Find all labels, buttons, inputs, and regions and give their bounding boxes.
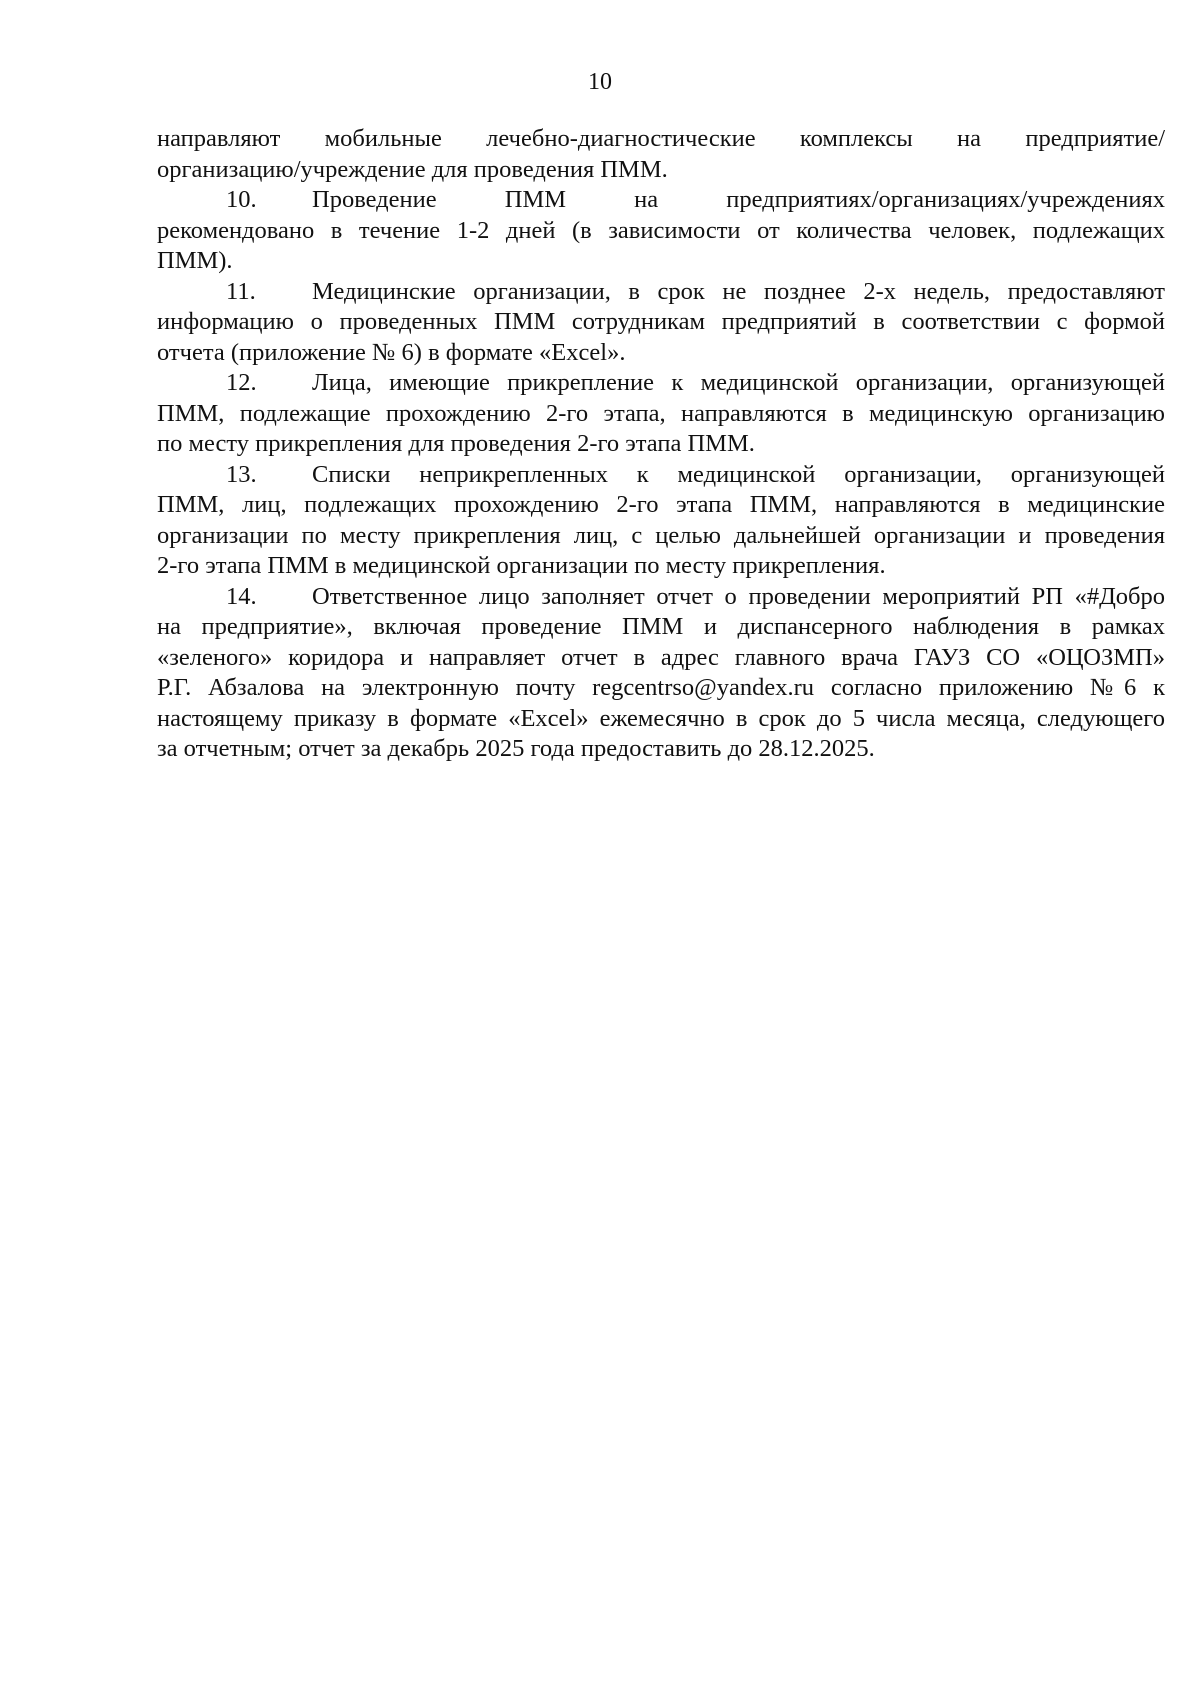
paragraph-12 [157,368,1165,460]
paragraph-number: 12. [226,369,257,396]
text-line: настоящему приказу в формате «Excel» ежемесячно в срок до 5 числа месяца, следующего [157,704,1165,732]
text-line: на предприятие», включая проведение ПММ и диспансерного наблюдения в рамках [157,613,1165,640]
text-line [157,460,1165,491]
paragraph-number: 10. [226,186,257,213]
text-line: организации по месту прикрепления лиц, с целью дальнейшей организации и проведения [157,521,1165,549]
document-body [157,124,1165,765]
text-line [157,277,1165,308]
text-line: по месту прикрепления для проведения 2-го этапа ПММ. [157,430,755,457]
text-line [157,185,1165,216]
text-line: «зеленого» коридора и направляет отчет в адрес главного врача ГАУЗ СО «ОЦОЗМП» [157,643,1165,671]
paragraph-10 [157,185,1165,277]
text-line: отчета (приложение № 6) в формате «Excel». [157,338,626,366]
paragraph-number: 14. [226,582,257,610]
text-line: информацию о проведенных ПММ сотрудникам предприятий в соответствии с формой [157,308,1165,335]
text-line [157,582,1165,613]
text-line-content: Ответственное лицо заполняет отчет о проведении мероприятий РП «#Добро [312,582,1165,610]
text-line: направляют мобильные лечебно-диагностические комплексы на предприятие/ [157,125,1165,152]
text-line: 2-го этапа ПММ в медицинской организации по месту прикрепления. [157,552,886,579]
text-line: ПММ). [157,247,233,274]
text-line: ПММ, лиц, подлежащих прохождению 2-го этапа ПММ, направляются в медицинские [157,491,1165,518]
paragraph-13 [157,460,1165,582]
paragraph-number: 13. [226,460,257,488]
text-line-content: Проведение ПММ на предприятиях/организациях/учреждениях [312,186,1165,213]
paragraph-continuation [157,124,1165,185]
text-line: ПММ, подлежащие прохождению 2-го этапа, направляются в медицинскую организацию [157,399,1165,427]
paragraph-11 [157,277,1165,369]
text-line-content: Списки неприкрепленных к медицинской организации, организующей [312,460,1165,488]
paragraph-14 [157,582,1165,765]
text-line-content: Лица, имеющие прикрепление к медицинской организации, организующей [312,369,1165,396]
text-line: Р.Г. Абзалова на электронную почту regcentrso@yandex.ru согласно приложению №6 к [157,674,1165,701]
page-number: 10 [588,69,612,95]
paragraph-number: 11. [226,277,256,305]
text-line: рекомендовано в течение 1-2 дней (в зависимости от количества человек, подлежащих [157,216,1165,244]
text-line-content: Медицинские организации, в срок не позднее 2-х недель, предоставляют [312,277,1165,305]
text-line: организацию/учреждение для проведения ПММ. [157,155,668,183]
text-line: за отчетным; отчет за декабрь 2025 года предоставить до 28.12.2025. [157,735,875,762]
text-line [157,368,1165,399]
